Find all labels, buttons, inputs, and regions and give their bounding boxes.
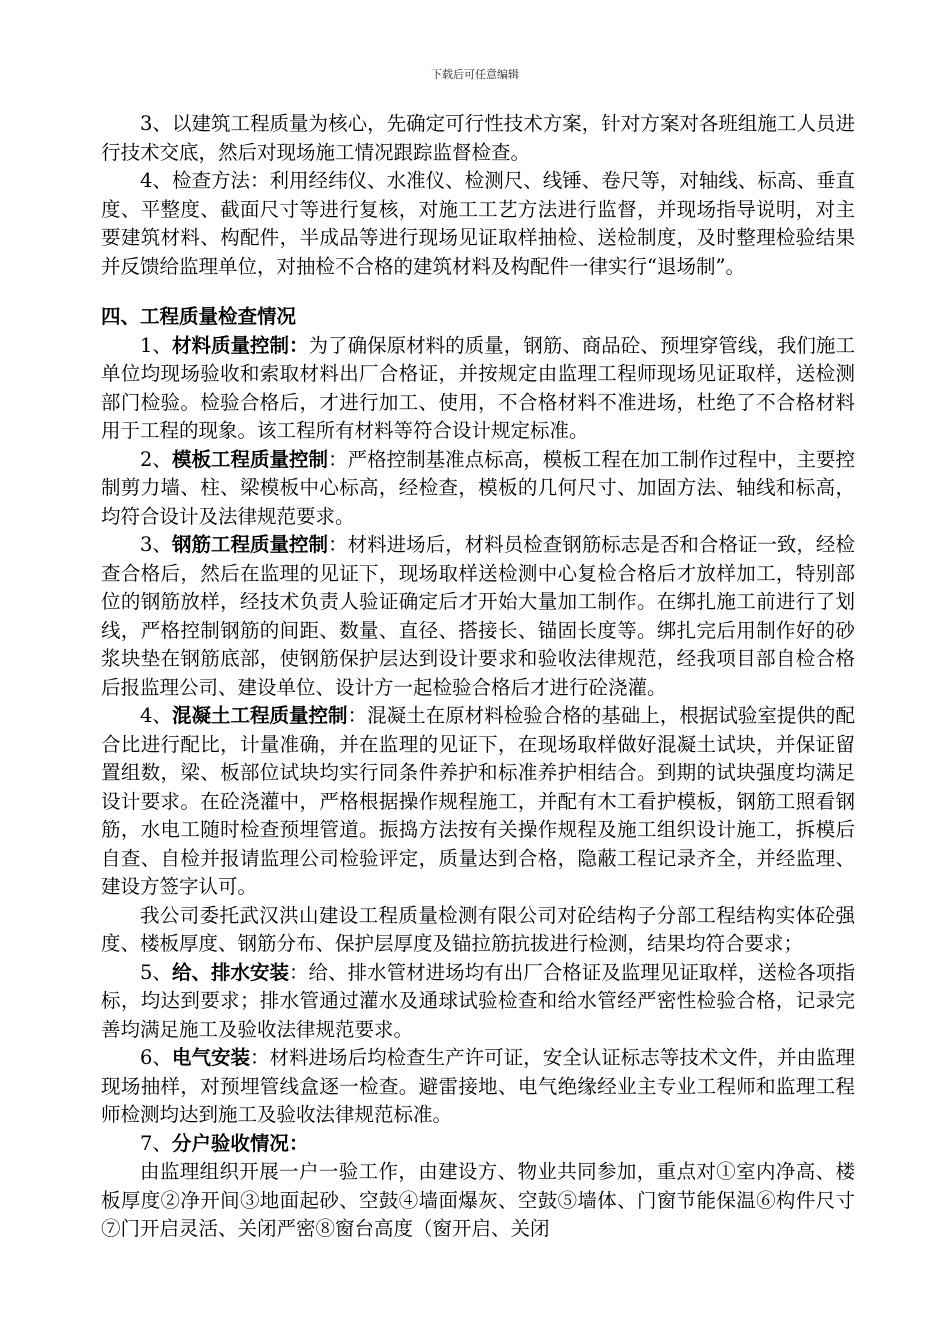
item-concrete-quality: 4、混凝土工程质量控制：混凝土在原材料检验合格的基础上，根据试验室提供的配合比进行配比，计量准确，并在监理的见证下，在现场取样做好混凝土试块，并保证留置组数，梁、板部位试块均实行同条件养护和标准养护相结合。到期的试块强度均满足设计要求。在砼浇灌中，严格根据操作规程施工，并配有木工看护模板，钢筋工照看钢筋，水电工随时检查预埋管道。振捣方法按有关操作规程及施工组织设计施工，拆模后自查、自检并报请监理公司检验评定，质量达到合格，隐蔽工程记录齐全，并经监理、建设方签字认可。	[101, 704, 855, 898]
paragraph-method-4: 4、检查方法：利用经纬仪、水准仪、检测尺、线锤、卷尺等，对轴线、标高、垂直度、平整度、截面尺寸等进行复核，对施工工艺方法进行监督，并现场指导说明，对主要建筑材料、构配件，半成品等进行现场见证取样抽检、送检制度，及时整理检验结果并反馈给监理单位，对抽检不合格的建筑材料及构配件一律实行“退场制”。	[101, 169, 855, 278]
paragraph-inspection-entrust: 我公司委托武汉洪山建设工程质量检测有限公司对砼结构子分部工程结构实体砼强度、楼板厚度、钢筋分布、保护层厚度及锚拉筋抗拔进行检测，结果均符合要求；	[101, 903, 855, 955]
item-rebar-quality: 3、钢筋工程质量控制：材料进场后，材料员检查钢筋标志是否和合格证一致，经检查合格后，然后在监理的见证下，现场取样送检测中心复检合格后才放样加工，特别部位的钢筋放样，经技术负责人验证确定后才开始大量加工制作。在绑扎施工前进行了划线，严格控制钢筋的间距、数量、直径、搭接长、锚固长度等。绑扎完后用制作好的砂浆块垫在钢筋底部，使钢筋保护层达到设计要求和验收法律规范，经我项目部自检合格后报监理公司、建设单位、设计方一起检验合格后才进行砼浇灌。	[101, 533, 855, 699]
item-electrical-install: 6、电气安装：材料进场后均检查生产许可证，安全认证标志等技术文件，并由监理现场抽样，对预埋管线盒逐一检查。避雷接地、电气绝缘经业主专业工程师和监理工程师检测均达到施工及验收法律规范标准。	[101, 1046, 855, 1126]
page-header-note: 下载后可任意编辑	[431, 68, 519, 81]
item-plumbing-install: 5、给、排水安装：给、排水管材进场均有出厂合格证及监理见证取样，送检各项指标，均达到要求；排水管通过灌水及通球试验检查和给水管经严密性检验合格，记录完善均满足施工及验收法律规范要求。	[101, 960, 855, 1041]
section-title: 四、工程质量检查情况	[101, 305, 297, 328]
paragraph-method-3: 3、以建筑工程质量为核心，先确定可行性技术方案，针对方案对各班组施工人员进行技术交底，然后对现场施工情况跟踪监督检查。	[101, 112, 855, 164]
item-material-quality: 1、材料质量控制：为了确保原材料的质量，钢筋、商品砼、预埋穿管线，我们施工单位均现场验收和索取材料出厂合格证，并按规定由监理工程师现场见证取样，送检测部门检验。检验合格后，才进行加工、使用，不合格材料不准进场，杜绝了不合格材料用于工程的现象。该工程所有材料等符合设计规定标准。	[101, 333, 855, 442]
item-formwork-quality: 2、模板工程质量控制：严格控制基准点标高，模板工程在加工制作过程中，主要控制剪力墙、柱、梁模板中心标高，经检查，模板的几何尺寸、加固方法、轴线和标高，均符合设计及法律规范要求。	[101, 447, 855, 528]
item-household-acceptance: 7、分户验收情况：	[140, 1131, 309, 1155]
paragraph-household-details: 由监理组织开展一户一验工作，由建设方、物业共同参加，重点对①室内净高、楼板厚度②净开间③地面起砂、空鼓④墙面爆灰、空鼓⑤墙体、门窗节能保温⑥构件尺寸⑦门开启灵活、关闭严密⑧窗台高度（窗开启、关闭	[101, 1160, 855, 1240]
document-body	[101, 110, 855, 1244]
